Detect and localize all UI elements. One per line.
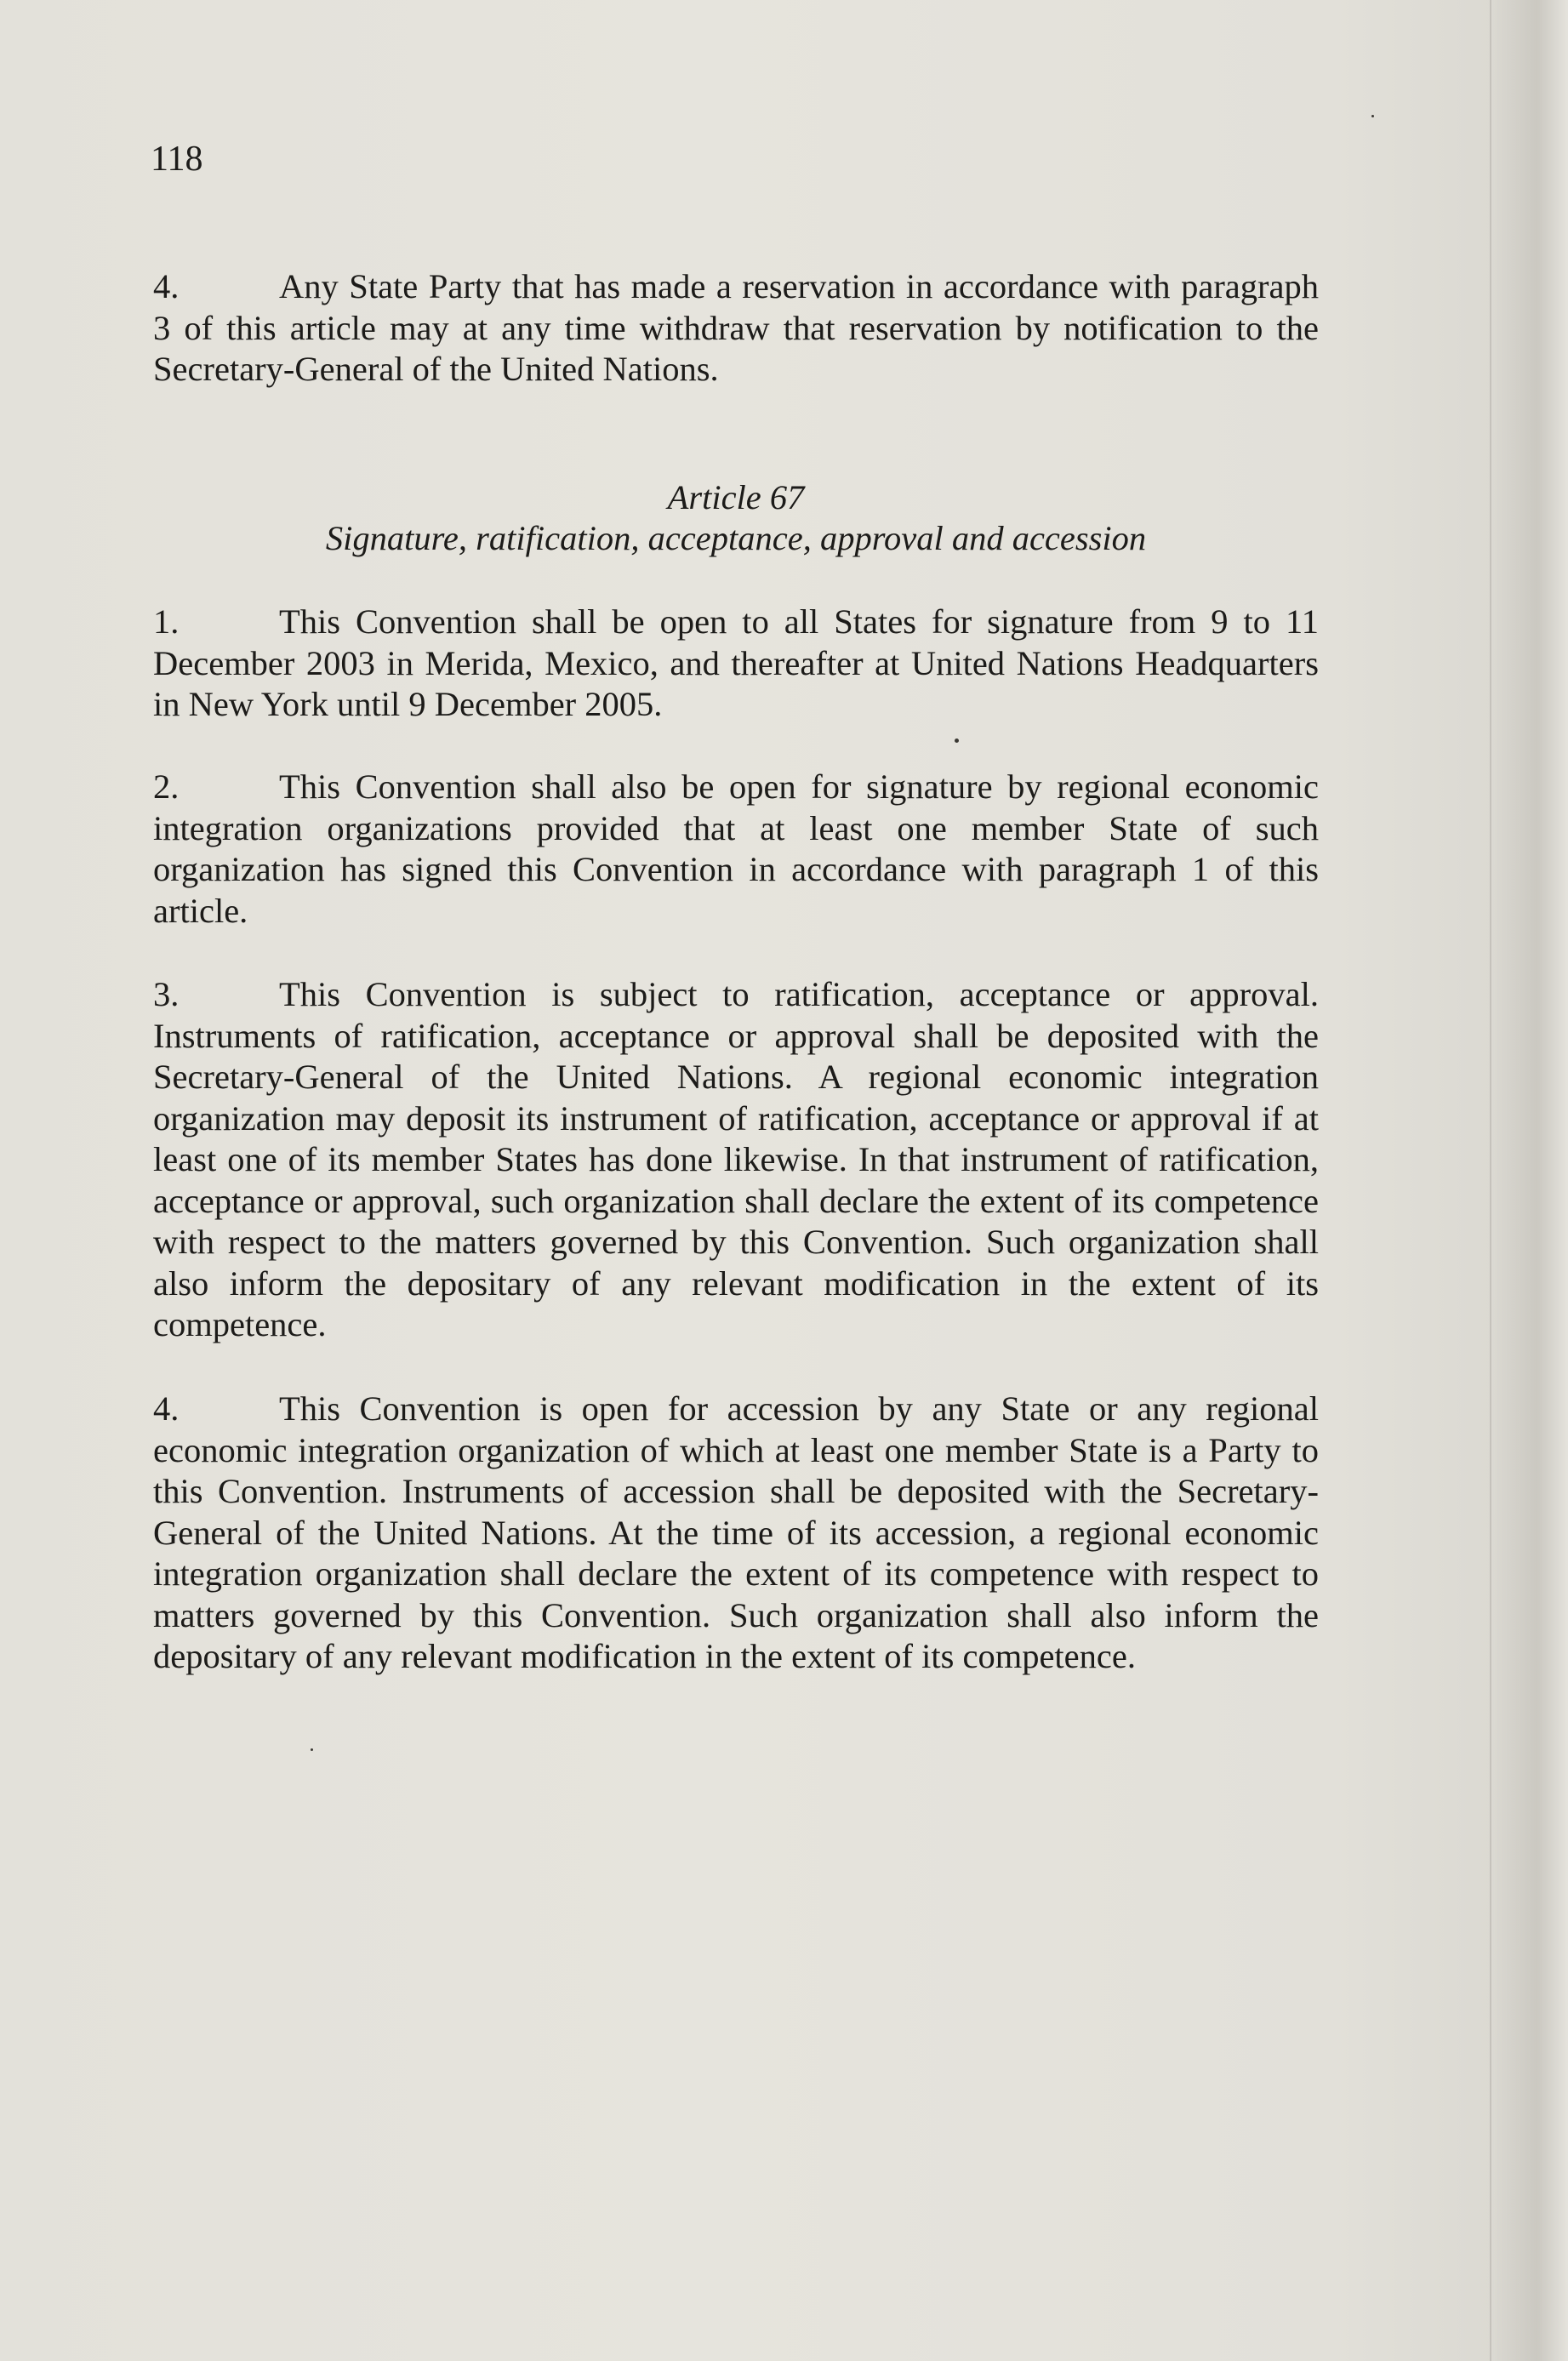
paragraph-number: 4. — [153, 267, 180, 305]
paragraph-number: 1. — [153, 602, 180, 641]
article-paragraph-4 — [153, 1389, 1319, 1678]
page-gutter-shadow — [1490, 0, 1568, 2361]
paragraph-text: Any State Party that has made a reservation in accordance with paragraph 3 of this article may at any time withdraw that reservation by notification to the Secretary-General of the United Nations. — [153, 267, 1319, 388]
article-paragraph-2 — [153, 767, 1319, 932]
article-paragraph-3 — [153, 974, 1319, 1346]
paragraph-text: This Convention is subject to ratification, acceptance or approval. Instruments of ratification, acceptance or approval shall be deposited with the Secretary-General of the United Nations. A regional economic integration organization may deposit its instrument of ratification, acceptance or approval if at least one of its member States has done likewise. In that instrument of ratification, acceptance or approval, such organization shall declare the extent of its competence with respect to the matters governed by this Convention. Such organization shall also inform the depositary of any relevant modification in the extent of its competence. — [153, 975, 1319, 1343]
article-subtitle: Signature, ratification, acceptance, approval and accession — [325, 519, 1147, 557]
paragraph-text: This Convention is open for accession by any State or any regional economic integration organization of which at least one member State is a Party to this Convention. Instruments of accession shall be deposited with the Secretary-General of the United Nations. At the time of its accession, a regional economic integration organization shall declare the extent of its competence with respect to matters governed by this Convention. Such organization shall also inform the depositary of any relevant modification in the extent of its competence. — [153, 1389, 1319, 1675]
paragraph-text: This Convention shall also be open for signature by regional economic integration organizations provided that at least one member State of such organization has signed this Convention in accordance with paragraph 1 of this article. — [153, 767, 1319, 930]
paragraph-number: 4. — [153, 1389, 180, 1428]
print-speck — [311, 1748, 313, 1751]
page-number: 118 — [151, 140, 203, 179]
article-paragraph-1 — [153, 602, 1319, 726]
print-speck — [1371, 115, 1374, 117]
paragraph-number: 2. — [153, 767, 180, 806]
paragraph-reservation-withdrawal — [153, 266, 1319, 391]
paragraph-text: This Convention shall be open to all States for signature from 9 to 11 December 2003 in Merida, Mexico, and thereafter at United Nations Headquarters in New York until 9 December 2005. — [153, 602, 1319, 723]
print-speck — [955, 739, 959, 743]
article-title: Article 67 — [667, 478, 805, 516]
paragraph-number: 3. — [153, 975, 180, 1013]
